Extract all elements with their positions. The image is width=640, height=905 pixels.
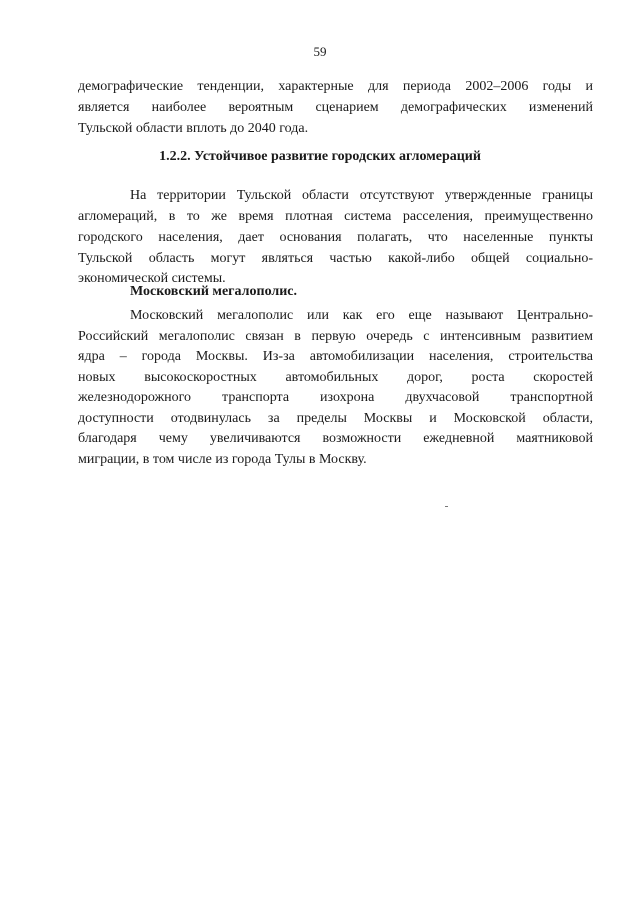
- text-line: миграции, в том числе из города Тулы в Москву.: [78, 452, 367, 467]
- text-line: благодаря чему увеличиваются возможности ежедневной маятниковой: [78, 431, 593, 446]
- text-line: Тульской область могут являться частью какой-либо общей социально-: [78, 251, 593, 266]
- text-line: Российский мегалополис связан в первую очередь с интенсивным развитием: [78, 329, 593, 344]
- text-line: новых высокоскоростных автомобильных дорог, роста скоростей: [78, 370, 593, 385]
- text-line: железнодорожного транспорта изохрона двухчасовой транспортной: [78, 390, 593, 405]
- text-line: является наиболее вероятным сценарием демографических изменений: [78, 100, 593, 115]
- page-number: 59: [313, 44, 327, 59]
- text-line: Московский мегалополис или как его еще называют Центрально-: [130, 308, 593, 323]
- text-line: доступности отодвинулась за пределы Москвы и Московской области,: [78, 411, 593, 426]
- scan-speck: [445, 506, 448, 507]
- text-line: демографические тенденции, характерные для периода 2002–2006 годы и: [78, 79, 593, 94]
- subsection-heading: Московский мегалополис.: [130, 284, 298, 299]
- text-line: агломераций, в то же время плотная система расселения, преимущественно: [78, 209, 593, 224]
- section-heading: 1.2.2. Устойчивое развитие городских агломераций: [159, 149, 481, 164]
- text-line: экономической системы.: [78, 271, 226, 286]
- text-line: На территории Тульской области отсутствуют утвержденные границы: [130, 188, 593, 203]
- text-line: ядра – города Москвы. Из-за автомобилизации населения, строительства: [78, 349, 593, 364]
- text-line: Тульской области вплоть до 2040 года.: [78, 121, 309, 136]
- text-line: городского населения, дает основания полагать, что населенные пункты: [78, 230, 593, 245]
